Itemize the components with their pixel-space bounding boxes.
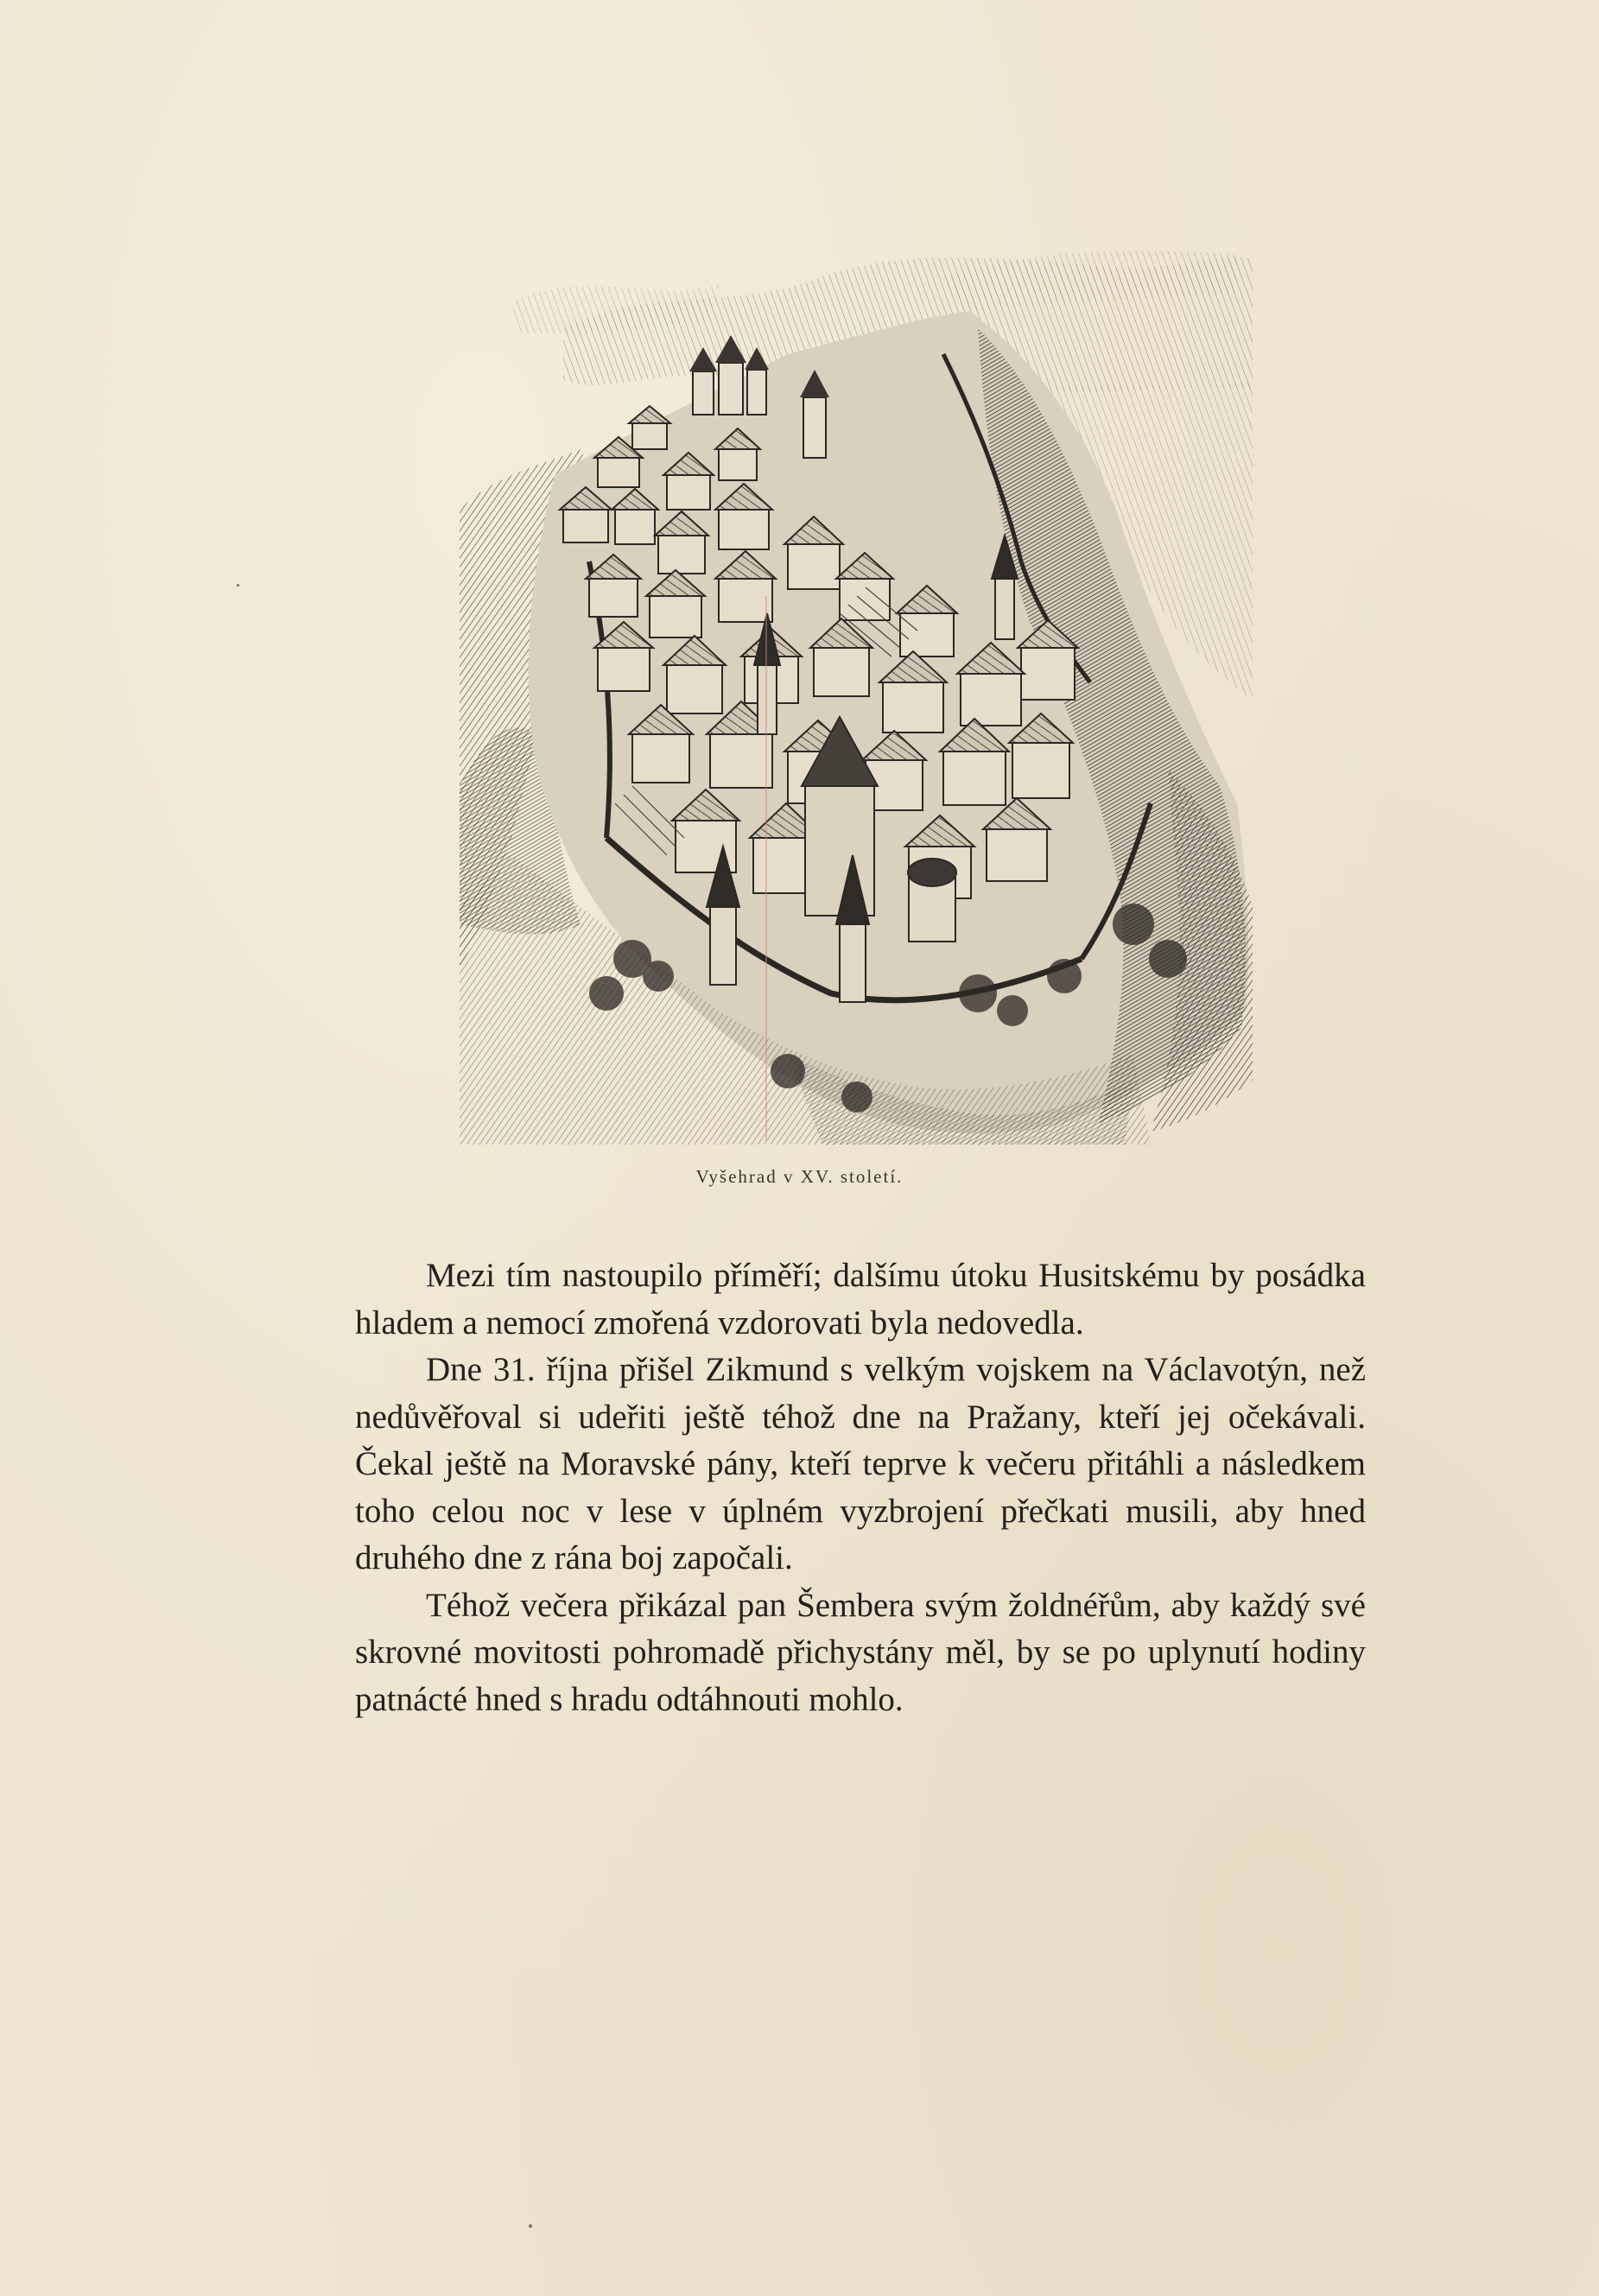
body-text [355, 1253, 1366, 1723]
vysehrad-engraving [460, 251, 1253, 1145]
paragraph-2: Dne 31. října přišel Zikmund s velkým vojskem na Václavotýn, než nedůvěřoval si udeřiti ještě téhož dne na Pražany, kteří jej očekávali. Čekal ještě na Moravské pány, kteří teprve k večeru přitáhli a následkem toho celou noc v lese v úplném vyzbrojení přečkati musili, aby hned druhého dne z rána boj započali. [355, 1351, 1366, 1576]
engraving-drawing [460, 251, 1253, 1145]
figure-caption: Vyšehrad v XV. století. [695, 1166, 904, 1187]
paper-speck [237, 584, 239, 587]
paragraph-1: Mezi tím nastoupilo příměří; dalšímu útoku Husitskému by posádka hladem a nemocí zmořená vzdorovati byla nedovedla. [355, 1257, 1366, 1341]
paper-speck [529, 2224, 532, 2228]
paragraph-3: Téhož večera přikázal pan Šembera svým žoldnéřům, aby každý své skrovné movitosti pohromadě přichystány měl, by se po uplynutí hodiny patnácté hned s hradu odtáhnouti mohlo. [355, 1586, 1366, 1718]
